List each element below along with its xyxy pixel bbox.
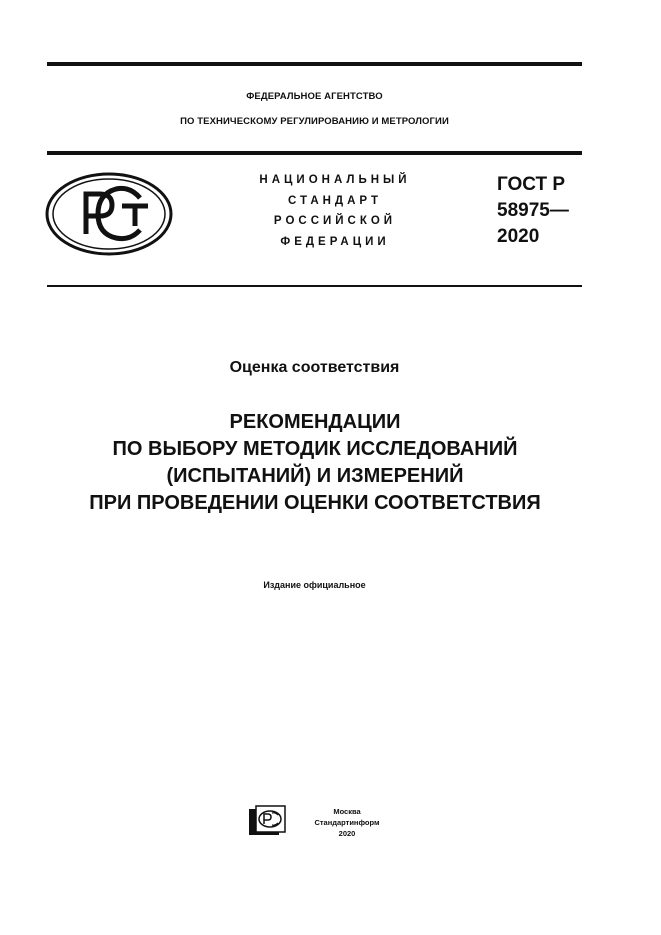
title-line-1: РЕКОМЕНДАЦИИ <box>229 411 401 433</box>
agency-line-1: ФЕДЕРАЛЬНОЕ АГЕНТСТВО <box>246 91 383 102</box>
agency-line-2: ПО ТЕХНИЧЕСКОМУ РЕГУЛИРОВАНИЮ И МЕТРОЛОГИИ <box>180 116 449 127</box>
top-rule <box>47 62 582 66</box>
edition-note: Издание официальное <box>263 580 366 590</box>
header-rule <box>47 151 582 155</box>
standard-block-rule <box>47 285 582 287</box>
standard-line-4: ФЕДЕРАЦИИ <box>280 235 390 248</box>
publisher-name: Стандартинформ <box>314 818 380 827</box>
standard-line-1: НАЦИОНАЛЬНЫЙ <box>259 174 411 186</box>
standard-line-2: СТАНДАРТ <box>288 194 382 207</box>
designation-line-1: ГОСТ Р <box>497 174 566 195</box>
publisher-info <box>312 806 382 839</box>
publisher-year: 2020 <box>338 829 356 838</box>
subject-heading: Оценка соответствия <box>229 359 400 376</box>
standartinform-logo-icon <box>248 805 286 837</box>
designation-line-3: 2020 <box>497 226 540 247</box>
title-line-3: (ИСПЫТАНИЙ) И ИЗМЕРЕНИЙ <box>166 465 464 487</box>
standard-designation <box>497 172 569 250</box>
document-title <box>30 409 600 517</box>
designation-line-2: 58975— <box>497 200 569 221</box>
standard-line-3: РОССИЙСКОЙ <box>273 215 397 227</box>
title-line-2: ПО ВЫБОРУ МЕТОДИК ИССЛЕДОВАНИЙ <box>112 438 518 460</box>
rst-certification-mark-icon <box>44 172 174 256</box>
national-standard-block <box>230 170 440 252</box>
publisher-city: Москва <box>333 807 361 816</box>
title-line-4: ПРИ ПРОВЕДЕНИИ ОЦЕНКИ СООТВЕТСТВИЯ <box>89 492 541 514</box>
